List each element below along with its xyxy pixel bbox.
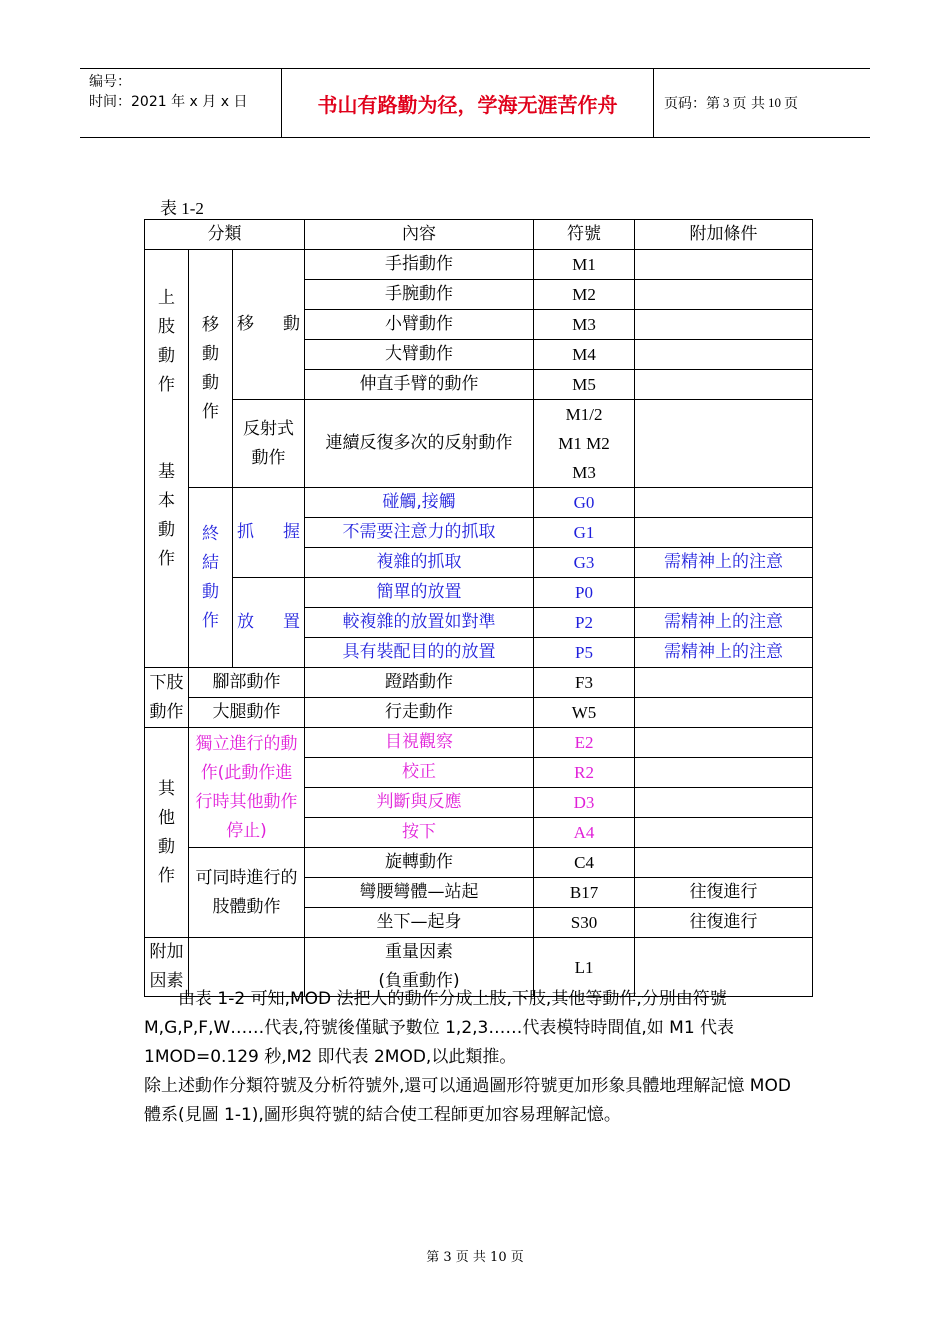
header-symbol: 符號	[534, 220, 635, 250]
condition-cell: 往復進行	[635, 908, 813, 938]
content-cell: 連續反復多次的反射動作	[305, 400, 534, 488]
symbol-cell: P0	[534, 578, 635, 608]
page-suffix: 页	[783, 96, 798, 112]
content-cell: 較複雜的放置如對準	[305, 608, 534, 638]
page-header	[80, 68, 870, 138]
page-number: 3	[723, 95, 730, 110]
symbol-cell: P2	[534, 608, 635, 638]
paragraph-1: 由表 1-2 可知,MOD 法把人的動作分成上肢,下肢,其他等動作,分別由符號 M,G,P,F,W……代表,符號後僅賦予數位 1,2,3……代表模特時間值,如 M1 代表 1MOD=0.129 秒,M2 即代表 2MOD,以此類推。	[144, 989, 735, 1067]
symbol-cell: W5	[534, 698, 635, 728]
symbol-cell: G3	[534, 548, 635, 578]
place-cell: 放 置	[233, 578, 305, 668]
condition-cell	[635, 280, 813, 310]
independent-cell: 獨立進行的動作(此動作進行時其他動作停止)	[189, 728, 305, 848]
header-info	[80, 69, 282, 137]
symbol-cell: M1/2 M1 M2 M3	[534, 400, 635, 488]
content-cell: 手腕動作	[305, 280, 534, 310]
content-cell: 校正	[305, 758, 534, 788]
content-cell: 不需要注意力的抓取	[305, 518, 534, 548]
table-row	[145, 488, 813, 518]
condition-cell	[635, 340, 813, 370]
lower-group: 下肢動作	[145, 668, 189, 728]
table-header-row	[145, 220, 813, 250]
condition-cell	[635, 400, 813, 488]
paragraph-2: 除上述動作分類符號及分析符號外,還可以通過圖形符號更加形象具體地理解記憶 MOD 體系(見圖 1-1),圖形與符號的結合使工程師更加容易理解記憶。	[144, 1076, 791, 1125]
condition-cell	[635, 488, 813, 518]
page-mid: 页 共	[732, 96, 765, 112]
symbol-cell: R2	[534, 758, 635, 788]
content-cell: 目視觀察	[305, 728, 534, 758]
time-label: 时间：2021 年 x 月 x 日	[89, 94, 248, 110]
table-row	[145, 728, 813, 758]
content-cell: 坐下—起身	[305, 908, 534, 938]
sub-end	[189, 488, 233, 668]
content-cell: 具有裝配目的的放置	[305, 638, 534, 668]
symbol-cell: M2	[534, 280, 635, 310]
symbol-cell: A4	[534, 818, 635, 848]
table-row	[145, 250, 813, 280]
symbol-cell: P5	[534, 638, 635, 668]
header-condition: 附加條件	[635, 220, 813, 250]
page-prefix: 页码：第	[664, 96, 720, 112]
group-upper-basic	[145, 250, 189, 668]
symbol-cell: E2	[534, 728, 635, 758]
symbol-cell: G1	[534, 518, 635, 548]
content-cell: 蹬踏動作	[305, 668, 534, 698]
symbol-cell: F3	[534, 668, 635, 698]
table-row	[145, 698, 813, 728]
condition-cell	[635, 370, 813, 400]
table-row	[145, 578, 813, 608]
group-basic-label: 基本動作	[158, 461, 175, 569]
header-category: 分類	[145, 220, 305, 250]
condition-cell: 需精神上的注意	[635, 608, 813, 638]
table-row	[145, 668, 813, 698]
symbol-cell: S30	[534, 908, 635, 938]
extra-group: 附加因素	[145, 938, 189, 997]
condition-cell: 需精神上的注意	[635, 548, 813, 578]
symbol-cell: G0	[534, 488, 635, 518]
content-cell: 行走動作	[305, 698, 534, 728]
content-cell: 簡單的放置	[305, 578, 534, 608]
page-footer: 第 3 页 共 10 页	[426, 1250, 524, 1265]
reflex-cell: 反射式動作	[233, 400, 305, 488]
symbol-cell: M5	[534, 370, 635, 400]
sub-end-label: 終結動作	[202, 523, 219, 631]
condition-cell	[635, 578, 813, 608]
other-group	[145, 728, 189, 938]
symbol-cell: M1	[534, 250, 635, 280]
thigh-label: 大腿動作	[189, 698, 305, 728]
symbol-cell: C4	[534, 848, 635, 878]
condition-cell: 往復進行	[635, 878, 813, 908]
grasp-cell: 抓 握	[233, 488, 305, 578]
condition-cell	[635, 758, 813, 788]
content-cell: 伸直手臂的動作	[305, 370, 534, 400]
condition-cell	[635, 310, 813, 340]
condition-cell	[635, 788, 813, 818]
table-row	[145, 848, 813, 878]
sub-move-label: 移動動作	[202, 314, 219, 422]
condition-cell	[635, 818, 813, 848]
group-upper-label: 上肢動作	[158, 287, 175, 395]
condition-cell	[635, 518, 813, 548]
content-cell: 小臂動作	[305, 310, 534, 340]
header-content: 內容	[305, 220, 534, 250]
condition-cell	[635, 250, 813, 280]
header-slogan: 书山有路勤为径，学海无涯苦作舟	[282, 69, 654, 137]
content-cell: 碰觸,接觸	[305, 488, 534, 518]
symbol-cell: L1	[534, 938, 635, 997]
foot-label: 腳部動作	[189, 668, 305, 698]
condition-cell	[635, 668, 813, 698]
content-cell: 複雜的抓取	[305, 548, 534, 578]
other-group-label: 其他動作	[158, 778, 175, 886]
number-label: 编号：	[89, 74, 131, 90]
symbol-cell: D3	[534, 788, 635, 818]
move-cell: 移 動	[233, 250, 305, 400]
condition-cell	[635, 698, 813, 728]
mod-table	[144, 219, 813, 997]
symbol-cell: M4	[534, 340, 635, 370]
content-cell: 判斷與反應	[305, 788, 534, 818]
content-cell: 手指動作	[305, 250, 534, 280]
simultaneous-cell: 可同時進行的肢體動作	[189, 848, 305, 938]
page-total: 10	[767, 95, 781, 110]
sub-move	[189, 250, 233, 488]
content-cell: 旋轉動作	[305, 848, 534, 878]
content-cell: 大臂動作	[305, 340, 534, 370]
table-caption: 表 1-2	[160, 199, 204, 218]
symbol-cell: M3	[534, 310, 635, 340]
content-cell: 重量因素 (負重動作)	[305, 938, 534, 997]
condition-cell	[635, 848, 813, 878]
condition-cell	[635, 728, 813, 758]
condition-cell: 需精神上的注意	[635, 638, 813, 668]
content-cell: 按下	[305, 818, 534, 848]
symbol-cell: B17	[534, 878, 635, 908]
header-page-info	[654, 69, 870, 137]
content-cell: 彎腰彎體—站起	[305, 878, 534, 908]
